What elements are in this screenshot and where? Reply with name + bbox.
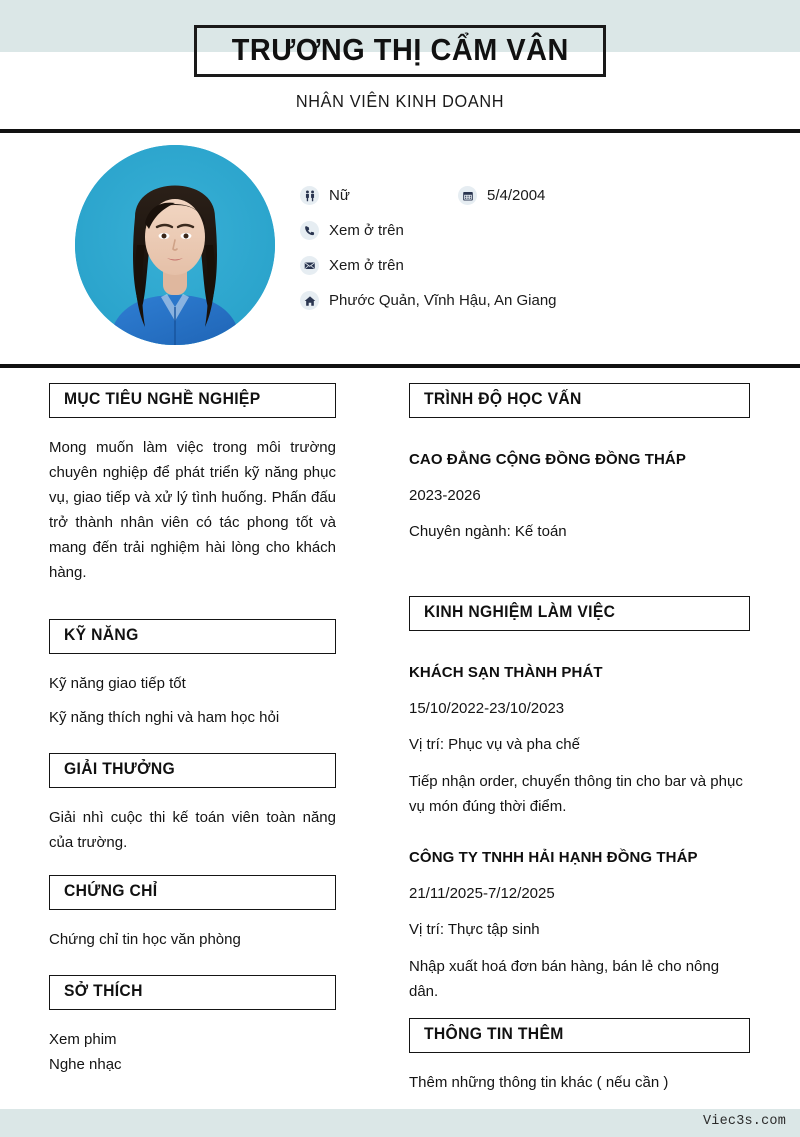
contact-birthdate [458, 186, 545, 205]
experience-description: Nhập xuất hoá đơn bán hàng, bán lẻ cho nông dân. [409, 958, 720, 1000]
candidate-name: TRƯƠNG THỊ CẨM VÂN [231, 32, 569, 67]
contact-row-4 [300, 283, 780, 318]
avatar [75, 145, 275, 345]
contact-phone[interactable] [300, 221, 404, 240]
experience-position: Vị trí: Phục vụ và pha chế [409, 736, 580, 753]
contact-address [300, 291, 557, 310]
experience-period: 21/11/2025-7/12/2025 [409, 885, 555, 902]
contact-address-value: Phước Quản, Vĩnh Hậu, An Giang [329, 292, 557, 309]
section-skills-title: KỸ NĂNG [64, 626, 139, 644]
footer-watermark: Viec3s.com [702, 1114, 786, 1129]
additional-body: Thêm những thông tin khác ( nếu cần ) [409, 1074, 669, 1091]
section-awards-title: GIẢI THƯỞNG [64, 760, 176, 778]
objective-body: Mong muốn làm việc trong môi trường chuyên nghiệp để phát triển kỹ năng phục vụ, giao tiếp và xử lý tình huống. Phấn đấu trở thành nhân viên có tác phong tốt và mang đến trải nghiệm hài lòng cho khách hàng. [49, 439, 336, 581]
experience-entry [409, 662, 750, 819]
experience-position: Vị trí: Thực tập sinh [409, 921, 540, 938]
section-skills-heading [49, 619, 336, 654]
left-column [49, 383, 336, 1077]
phone-icon [300, 221, 319, 240]
section-hobbies-title: SỞ THÍCH [64, 982, 143, 1000]
footer-band [0, 1109, 800, 1137]
section-objective-heading [49, 383, 336, 418]
job-title: NHÂN VIÊN KINH DOANH [295, 91, 505, 112]
section-awards-heading [49, 753, 336, 788]
experience-entry [409, 847, 750, 1004]
contact-phone-value: Xem ở trên [329, 222, 404, 239]
section-objective-title: MỤC TIÊU NGHỀ NGHIỆP [64, 390, 261, 408]
section-hobbies-heading [49, 975, 336, 1010]
experience-company: KHÁCH SẠN THÀNH PHÁT [409, 664, 603, 681]
section-certificates-heading [49, 875, 336, 910]
section-additional-title: THÔNG TIN THÊM [424, 1025, 564, 1043]
name-box [194, 25, 607, 77]
education-major: Chuyên ngành: Kế toán [409, 523, 567, 540]
skill-item: Kỹ năng giao tiếp tốt [49, 675, 186, 692]
skill-item: Kỹ năng thích nghi và ham học hỏi [49, 709, 280, 726]
calendar-icon [458, 186, 477, 205]
gender-icon [300, 186, 319, 205]
portrait-photo-image [75, 145, 275, 345]
section-education-title: TRÌNH ĐỘ HỌC VẤN [424, 390, 582, 408]
experience-description: Tiếp nhận order, chuyển thông tin cho bar và phục vụ món đúng thời điểm. [409, 773, 743, 815]
education-school: CAO ĐẲNG CỘNG ĐỒNG ĐỒNG THÁP [409, 451, 686, 468]
experience-period: 15/10/2022-23/10/2023 [409, 700, 565, 717]
hobby-item: Nghe nhạc [49, 1056, 122, 1073]
right-column [409, 383, 750, 1104]
contact-row-2 [300, 213, 780, 248]
section-education-heading [409, 383, 750, 418]
awards-body: Giải nhì cuộc thi kế toán viên toàn năng của trường. [49, 809, 336, 851]
contact-email[interactable] [300, 256, 404, 275]
profile-section [0, 133, 800, 365]
contact-birthdate-value: 5/4/2004 [487, 187, 546, 204]
section-certificates-title: CHỨNG CHỈ [64, 882, 158, 900]
hobby-item: Xem phim [49, 1031, 117, 1048]
contact-email-value: Xem ở trên [329, 257, 404, 274]
section-experience-title: KINH NGHIỆM LÀM VIỆC [424, 603, 616, 621]
profile-divider [0, 364, 800, 368]
contact-list [300, 178, 780, 318]
contact-gender-value: Nữ [329, 187, 350, 204]
email-icon [300, 256, 319, 275]
cv-header [0, 0, 800, 131]
contact-gender [300, 186, 458, 205]
section-additional-heading [409, 1018, 750, 1053]
certificate-item: Chứng chỉ tin học văn phòng [49, 931, 241, 948]
experience-company: CÔNG TY TNHH HẢI HẠNH ĐỒNG THÁP [409, 849, 698, 866]
section-experience-heading [409, 596, 750, 631]
education-period: 2023-2026 [409, 487, 481, 504]
contact-row-3 [300, 248, 780, 283]
home-icon [300, 291, 319, 310]
contact-row-1 [300, 178, 780, 213]
